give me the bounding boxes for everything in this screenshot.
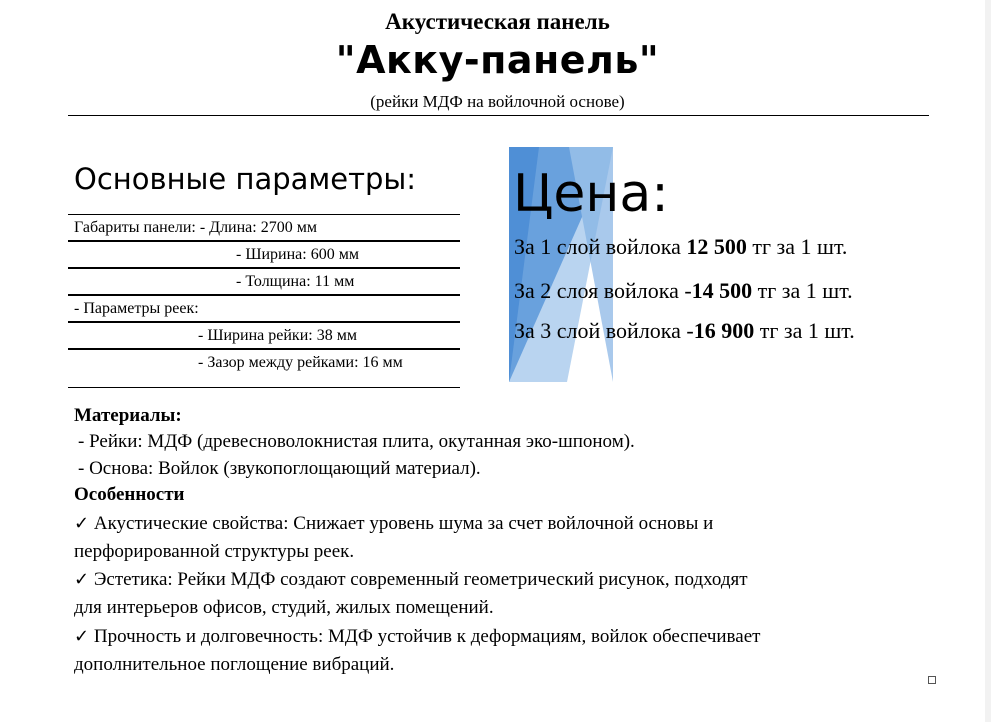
feature-acoustic-line2: перфорированной структуры реек.	[74, 541, 355, 562]
document-title: "Акку-панель"	[335, 38, 660, 82]
price-2-amount: 14 500	[691, 278, 753, 303]
param-row	[68, 240, 460, 267]
feature-acoustic	[74, 513, 713, 535]
price-line-2	[514, 278, 853, 304]
price-3-amount: 16 900	[693, 318, 755, 343]
features-title: Особенности	[74, 484, 185, 505]
price-3-prefix: За 3 слой войлока -	[514, 318, 694, 343]
price-1-suffix: тг за 1 шт.	[746, 234, 848, 259]
materials-title: Материалы:	[74, 405, 182, 426]
param-dimensions-length: Габариты панели: - Длина: 2700 мм	[74, 219, 317, 236]
feature-aesthetic-line1: Эстетика: Рейки МДФ создают современный геометрический рисунок, подходят	[89, 569, 748, 590]
price-1-prefix: За 1 слой войлока	[514, 234, 687, 259]
price-line-3	[514, 318, 855, 344]
param-row	[68, 294, 460, 321]
price-2-prefix: За 2 слоя войлока -	[514, 278, 692, 303]
check-icon: ✓	[74, 513, 90, 534]
materials-item-slats: - Рейки: МДФ (древесноволокнистая плита, окутанная эко-шпоном).	[78, 431, 635, 452]
params-heading: Основные параметры:	[74, 162, 417, 196]
params-table	[68, 214, 460, 388]
feature-durability-line2: дополнительное поглощение вибраций.	[74, 654, 395, 675]
feature-acoustic-line1: Акустические свойства: Снижает уровень шума за счет войлочной основы и	[89, 513, 714, 534]
document-subtitle: (рейки МДФ на войлочной основе)	[370, 92, 625, 111]
param-row	[68, 214, 460, 240]
param-slat-gap: - Зазор между рейками: 16 мм	[198, 354, 403, 371]
header-divider	[68, 115, 929, 116]
feature-aesthetic-line2: для интерьеров офисов, студий, жилых помещений.	[74, 597, 494, 618]
price-3-suffix: тг за 1 шт.	[754, 318, 855, 343]
param-row	[68, 267, 460, 294]
param-row	[68, 321, 460, 348]
param-thickness: - Толщина: 11 мм	[236, 273, 355, 290]
feature-aesthetic	[74, 569, 748, 591]
feature-durability-line1: Прочность и долговечность: МДФ устойчив к деформациям, войлок обеспечивает	[89, 626, 761, 647]
document-supertitle: Акустическая панель	[385, 9, 610, 34]
price-heading: Цена:	[513, 164, 669, 224]
param-row	[68, 348, 460, 388]
price-line-1	[514, 234, 847, 260]
param-slat-width: - Ширина рейки: 38 мм	[198, 327, 357, 344]
param-width: - Ширина: 600 мм	[236, 246, 359, 263]
check-icon: ✓	[74, 569, 90, 590]
materials-item-base: - Основа: Войлок (звукопоглощающий материал).	[78, 458, 481, 479]
param-slat-heading: - Параметры реек:	[74, 300, 199, 317]
feature-durability	[74, 626, 760, 648]
price-1-amount: 12 500	[686, 234, 747, 259]
check-icon: ✓	[74, 626, 90, 647]
corner-mark	[928, 676, 936, 684]
price-2-suffix: тг за 1 шт.	[752, 278, 853, 303]
